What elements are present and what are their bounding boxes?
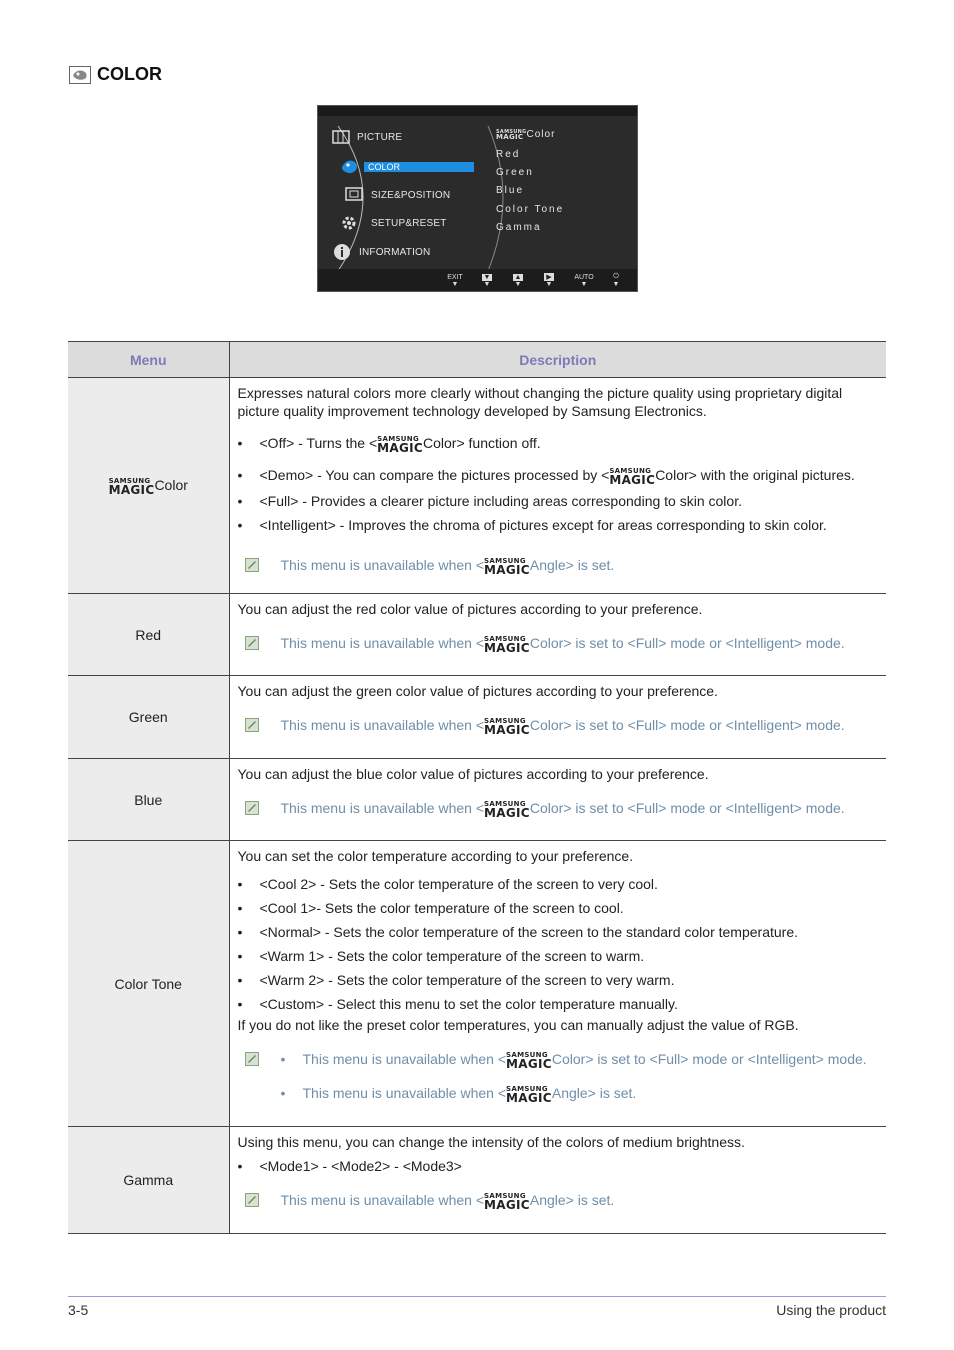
- list-item: • <Normal> - Sets the color temperature of the screen to the standard color temperature.: [237, 924, 798, 940]
- samsung-magic-logo: SAMSUNG MAGIC: [496, 129, 527, 141]
- list-item: • This menu is unavailable when < SAMSUNG MAGIC Angle> is set.: [280, 1085, 637, 1105]
- section-heading: [69, 64, 162, 85]
- osd-menu-color: COLOR: [368, 162, 401, 172]
- desc-cell-red: [229, 594, 886, 676]
- menu-cell-green: Green: [68, 676, 229, 759]
- menu-table: [68, 341, 886, 1234]
- description-text: You can set the color temperature according to your preference.: [237, 848, 634, 864]
- list-item: • <Off> - Turns the < SAMSUNG MAGIC Color> function off.: [237, 435, 541, 455]
- desc-cell-magic-color: [229, 378, 886, 594]
- list-item: • <Custom> - Select this menu to set the color temperature manually.: [237, 996, 678, 1012]
- note: This menu is unavailable when < SAMSUNG MAGIC Angle> is set.: [238, 556, 879, 576]
- osd-power-button: ⏻ ▼: [612, 273, 620, 288]
- list-item: • <Cool 2> - Sets the color temperature of the screen to very cool.: [237, 876, 658, 892]
- list-item: • <Full> - Provides a clearer picture including areas corresponding to skin color.: [237, 493, 742, 509]
- note: [238, 1050, 879, 1104]
- table-row: [68, 759, 886, 841]
- header-description: Description: [229, 342, 886, 378]
- table-row: [68, 594, 886, 676]
- osd-exit-button: EXIT ▼: [447, 274, 463, 288]
- menu-cell-gamma: Gamma: [68, 1127, 229, 1234]
- menu-cell-color-tone: Color Tone: [68, 841, 229, 1127]
- footer-section: Using the product: [776, 1302, 886, 1318]
- osd-enter-button: ▶ ▼: [545, 274, 553, 288]
- description-text: Expresses natural colors more clearly without changing the picture quality using proprietary digital picture quality improvement technology developed by Samsung Electronics.: [237, 385, 843, 419]
- table-row: [68, 676, 886, 759]
- desc-cell-color-tone: [229, 841, 886, 1127]
- table-row: [68, 1127, 886, 1234]
- description-text: If you do not like the preset color temperatures, you can manually adjust the value of RGB.: [237, 1017, 799, 1033]
- description-text: Using this menu, you can change the intensity of the colors of medium brightness.: [237, 1134, 745, 1150]
- osd-up-button: ▲ ▼: [514, 274, 522, 288]
- table-row: [68, 841, 886, 1127]
- description-text: You can adjust the red color value of pictures according to your preference.: [237, 601, 703, 617]
- osd-menu-picture: PICTURE: [357, 132, 403, 143]
- osd-sub-color-tone: Color Tone: [496, 204, 565, 215]
- size-position-icon: [345, 187, 363, 201]
- list-item: • <Cool 1>- Sets the color temperature of the screen to cool.: [237, 900, 624, 916]
- table-header-row: [68, 342, 886, 378]
- list-item: • <Mode1> - <Mode2> - <Mode3>: [237, 1158, 462, 1174]
- osd-screenshot: [317, 105, 638, 292]
- samsung-magic-logo: SAMSUNG MAGIC: [506, 1051, 552, 1071]
- list-item: • <Warm 1> - Sets the color temperature of the screen to warm.: [237, 948, 645, 964]
- samsung-magic-logo: SAMSUNG MAGIC: [484, 557, 530, 577]
- samsung-magic-logo: SAMSUNG MAGIC: [484, 635, 530, 655]
- note: This menu is unavailable when < SAMSUNG MAGIC Color> is set to <Full> mode or <Intelligent> mode.: [238, 716, 879, 736]
- note-icon: [245, 1052, 259, 1066]
- note: This menu is unavailable when < SAMSUNG MAGIC Color> is set to <Full> mode or <Intelligent> mode.: [238, 799, 879, 819]
- samsung-magic-logo: SAMSUNG MAGIC: [484, 800, 530, 820]
- osd-menu-information: INFORMATION: [359, 247, 431, 258]
- osd-sub-red: Red: [496, 149, 521, 160]
- list-item: • <Warm 2> - Sets the color temperature of the screen to very warm.: [237, 972, 675, 988]
- note-icon: [245, 558, 259, 572]
- samsung-magic-logo: SAMSUNG MAGIC: [484, 1192, 530, 1212]
- note-icon: [245, 1193, 259, 1207]
- note-icon: [245, 801, 259, 815]
- color-icon: [69, 66, 91, 84]
- osd-selected-bar: [364, 162, 474, 172]
- header-menu: Menu: [68, 342, 229, 378]
- table-row: [68, 378, 886, 594]
- note-icon: [245, 636, 259, 650]
- osd-sub-blue: Blue: [496, 185, 525, 196]
- osd-menu-setup-reset: SETUP&RESET: [371, 218, 447, 229]
- samsung-magic-logo: SAMSUNG MAGIC: [108, 476, 155, 497]
- desc-cell-blue: [229, 759, 886, 841]
- osd-auto-button: AUTO ▼: [574, 274, 594, 288]
- description-text: You can adjust the blue color value of pictures according to your preference.: [237, 766, 709, 782]
- picture-icon: [332, 130, 350, 144]
- gear-icon: [340, 214, 358, 232]
- menu-cell-blue: Blue: [68, 759, 229, 841]
- samsung-magic-logo: SAMSUNG MAGIC: [484, 717, 530, 737]
- list-item: • This menu is unavailable when < SAMSUNG MAGIC Color> is set to <Full> mode or <Intelligent> mode.: [280, 1051, 867, 1071]
- note: This menu is unavailable when < SAMSUNG MAGIC Color> is set to <Full> mode or <Intelligent> mode.: [238, 634, 879, 654]
- samsung-magic-logo: SAMSUNG MAGIC: [377, 435, 423, 455]
- menu-cell-magic-color: SAMSUNG MAGIC Color: [68, 378, 229, 594]
- footer-divider: [68, 1296, 886, 1297]
- samsung-magic-logo: SAMSUNG MAGIC: [506, 1085, 552, 1105]
- menu-cell-red: Red: [68, 594, 229, 676]
- desc-cell-green: [229, 676, 886, 759]
- page-number: 3-5: [68, 1302, 89, 1318]
- desc-cell-gamma: [229, 1127, 886, 1234]
- osd-down-button: ▼ ▼: [483, 274, 491, 288]
- osd-sub-green: Green: [496, 167, 534, 178]
- note: This menu is unavailable when < SAMSUNG MAGIC Angle> is set.: [238, 1191, 879, 1211]
- list-item: • <Intelligent> - Improves the chroma of pictures except for areas corresponding to skin color.: [237, 517, 827, 533]
- list-item: • <Demo> - You can compare the pictures processed by < SAMSUNG MAGIC Color> with the original pictures.: [237, 467, 855, 487]
- note-icon: [245, 718, 259, 732]
- samsung-magic-logo: SAMSUNG MAGIC: [609, 467, 656, 487]
- osd-menu-size-position: SIZE&POSITION: [371, 190, 451, 201]
- description-text: You can adjust the green color value of pictures according to your preference.: [237, 683, 718, 699]
- osd-sub-magic-color: SAMSUNG MAGIC Color: [496, 129, 556, 141]
- page-title: COLOR: [97, 64, 162, 84]
- color-palette-icon: [340, 158, 360, 176]
- info-icon: [333, 243, 351, 261]
- osd-sub-gamma: Gamma: [496, 222, 542, 233]
